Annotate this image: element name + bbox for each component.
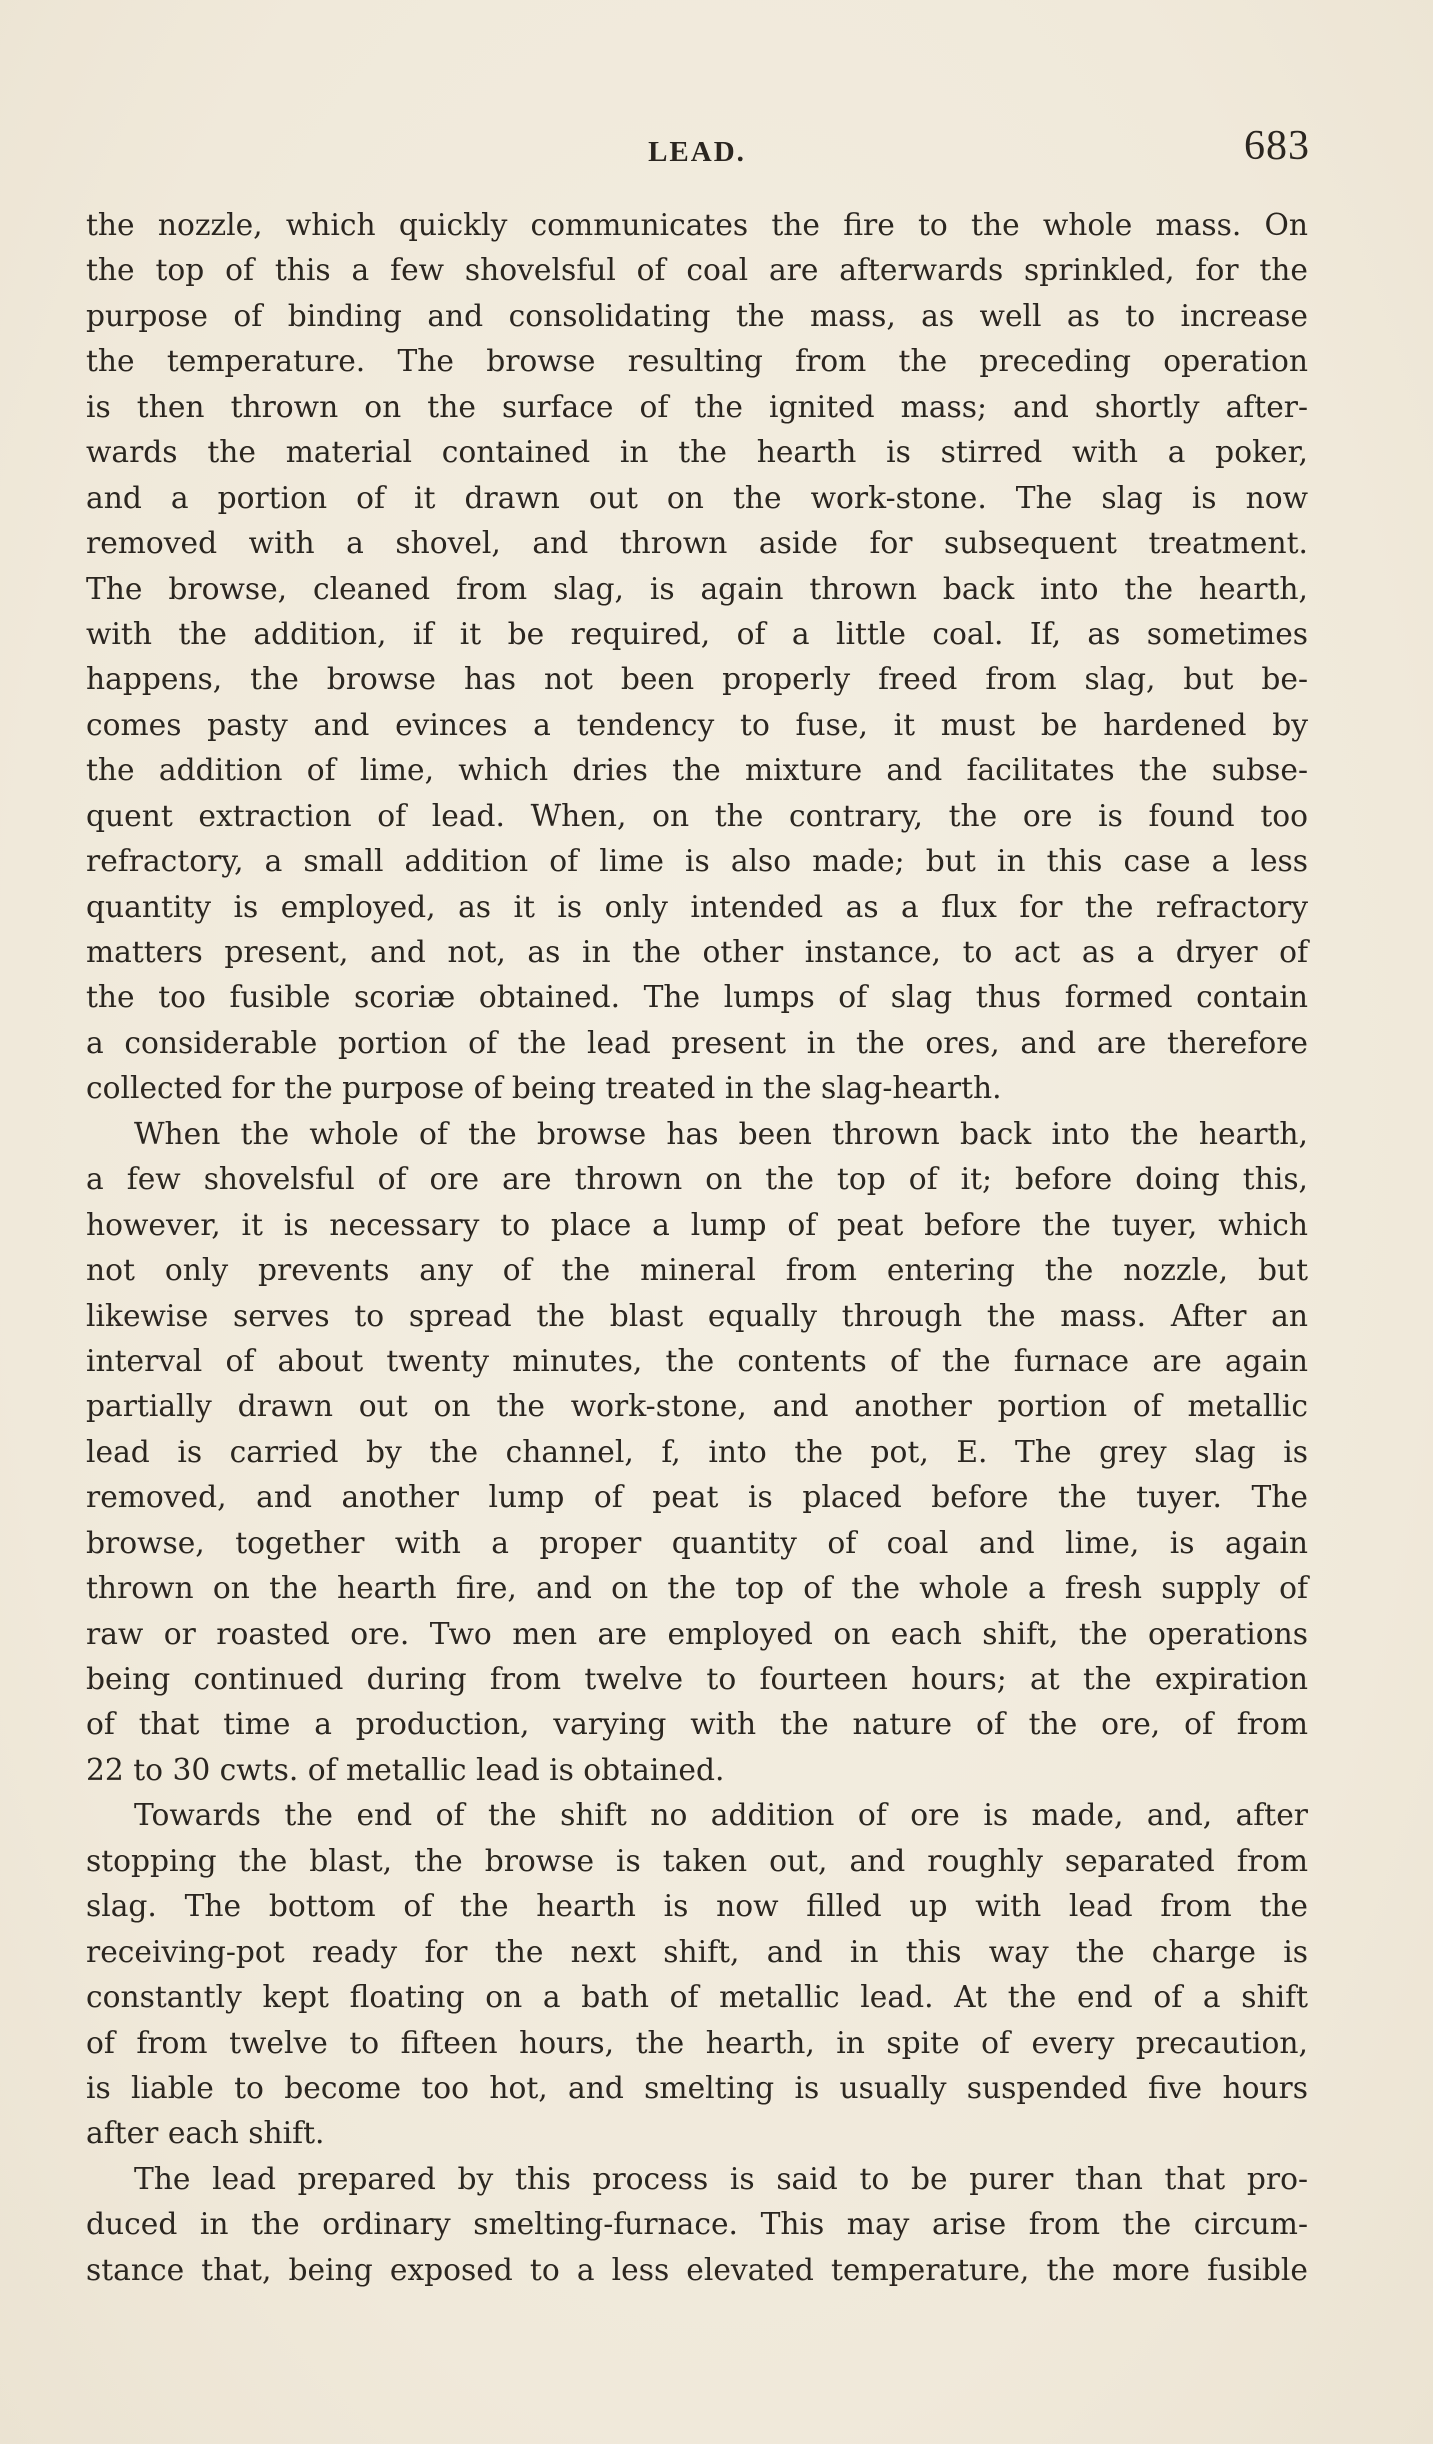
text-line: removed, and another lump of peat is placed before the tuyer. The <box>86 1480 1308 1516</box>
text-line: browse, together with a proper quantity of coal and lime, is again <box>86 1525 1308 1561</box>
text-line: comes pasty and evinces a tendency to fuse, it must be hardened by <box>86 707 1308 743</box>
text-line: and a portion of it drawn out on the work-stone. The slag is now <box>86 480 1308 516</box>
text-line: not only prevents any of the mineral from entering the nozzle, but <box>86 1253 1308 1289</box>
text-line: stopping the blast, the browse is taken out, and roughly separated from <box>86 1843 1308 1879</box>
text-line: purpose of binding and consolidating the mass, as well as to increase <box>86 298 1308 334</box>
text-line: is liable to become too hot, and smelting is usually suspended five hours <box>86 2070 1308 2106</box>
text-line: the temperature. The browse resulting from the preceding operation <box>86 344 1308 380</box>
text-line: refractory, a small addition of lime is also made; but in this case a less <box>86 844 1308 880</box>
text-line: partially drawn out on the work-stone, and another portion of metallic <box>86 1389 1308 1425</box>
text-line: however, it is necessary to place a lump of peat before the tuyer, which <box>86 1207 1308 1243</box>
text-line: Towards the end of the shift no addition of ore is made, and, after <box>134 1798 1308 1834</box>
running-head: LEAD. <box>648 136 746 168</box>
text-line: constantly kept floating on a bath of metallic lead. At the end of a shift <box>86 1980 1308 2016</box>
text-line: raw or roasted ore. Two men are employed on each shift, the operations <box>86 1616 1308 1652</box>
text-line: wards the material contained in the hearth is stirred with a poker, <box>86 435 1308 471</box>
text-line: matters present, and not, as in the other instance, to act as a dryer of <box>86 935 1308 970</box>
text-line: is then thrown on the surface of the ignited mass; and shortly after- <box>86 389 1308 425</box>
text-line: the nozzle, which quickly communicates the fire to the whole mass. On <box>86 208 1308 243</box>
text-line: quent extraction of lead. When, on the contrary, the ore is found too <box>86 798 1308 834</box>
text-line: slag. The bottom of the hearth is now filled up with lead from the <box>86 1889 1308 1925</box>
page-number: 683 <box>1244 123 1310 169</box>
text-line: a few shovelsful of ore are thrown on the top of it; before doing this, <box>86 1162 1308 1198</box>
text-line: likewise serves to spread the blast equally through the mass. After an <box>86 1298 1308 1334</box>
text-line: collected for the purpose of being treated in the slag-hearth. <box>86 1071 1002 1107</box>
text-line: The lead prepared by this process is said to be purer than that pro- <box>134 2161 1308 2197</box>
text-line: The browse, cleaned from slag, is again thrown back into the hearth, <box>86 571 1308 607</box>
text-line: stance that, being exposed to a less elevated temperature, the more fusible <box>86 2252 1308 2288</box>
text-line: being continued during from twelve to fourteen hours; at the expiration <box>86 1662 1308 1697</box>
text-line: of that time a production, varying with the nature of the ore, of from <box>86 1707 1308 1743</box>
text-line: 22 to 30 cwts. of metallic lead is obtained. <box>86 1752 725 1788</box>
text-line: receiving-pot ready for the next shift, and in this way the charge is <box>86 1934 1308 1970</box>
body-text <box>86 203 1308 2293</box>
text-line: a considerable portion of the lead present in the ores, and are therefore <box>86 1025 1308 1061</box>
text-line: lead is carried by the channel, f, into the pot, E. The grey slag is <box>86 1434 1308 1470</box>
page-header <box>86 120 1308 180</box>
text-line: duced in the ordinary smelting-furnace. This may arise from the circum- <box>86 2207 1308 2243</box>
text-line: the addition of lime, which dries the mixture and facilitates the subse- <box>86 753 1308 789</box>
text-line: the top of this a few shovelsful of coal are afterwards sprinkled, for the <box>86 253 1308 289</box>
text-line: after each shift. <box>86 2116 325 2152</box>
text-line: with the addition, if it be required, of a little coal. If, as sometimes <box>86 616 1308 652</box>
text-line: happens, the browse has not been properly freed from slag, but be- <box>86 662 1308 698</box>
text-line: thrown on the hearth fire, and on the top of the whole a fresh supply of <box>86 1571 1308 1607</box>
text-line: interval of about twenty minutes, the contents of the furnace are again <box>86 1343 1308 1379</box>
text-line: removed with a shovel, and thrown aside for subsequent treatment. <box>86 526 1308 562</box>
text-line: quantity is employed, as it is only intended as a flux for the refractory <box>86 889 1308 925</box>
text-line: When the whole of the browse has been thrown back into the hearth, <box>134 1116 1308 1152</box>
text-line: of from twelve to fifteen hours, the hearth, in spite of every precaution, <box>86 2025 1308 2061</box>
text-line: the too fusible scoriæ obtained. The lumps of slag thus formed contain <box>86 980 1308 1016</box>
